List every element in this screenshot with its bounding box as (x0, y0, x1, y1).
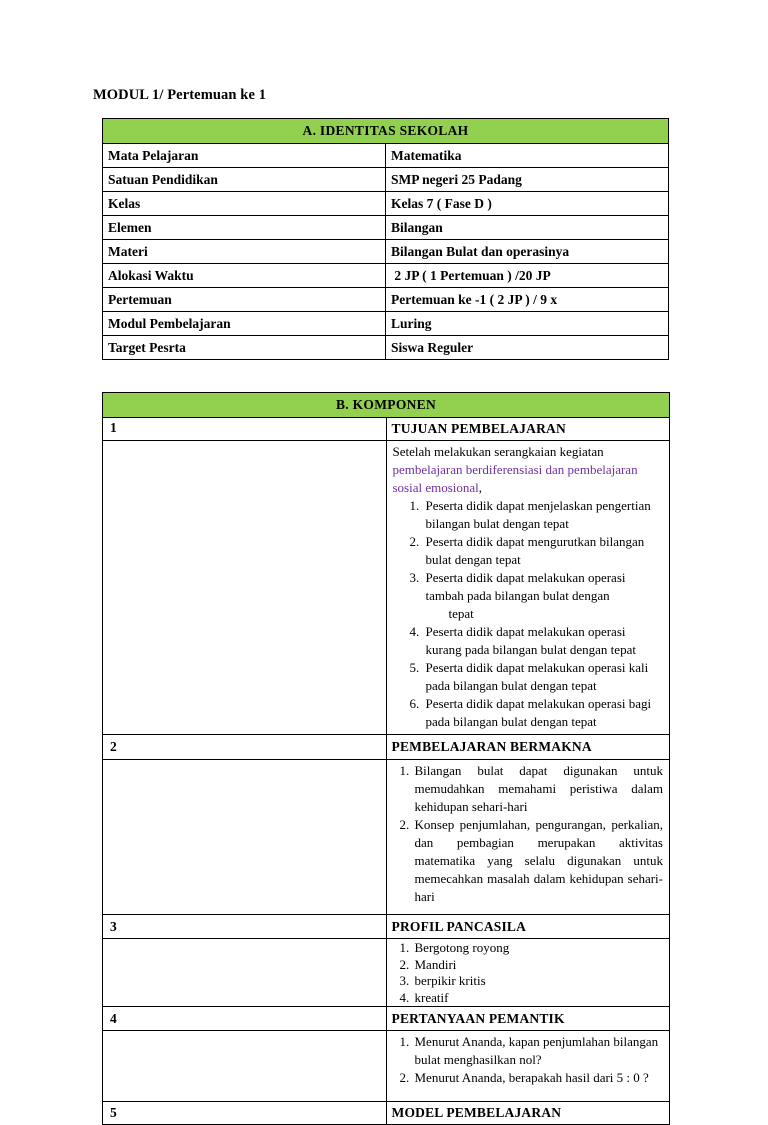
identitas-value: Bilangan Bulat dan operasinya (386, 240, 669, 264)
identitas-value: Kelas 7 ( Fase D ) (386, 192, 669, 216)
identitas-label: Elemen (103, 216, 386, 240)
identitas-label: Satuan Pendidikan (103, 168, 386, 192)
list-item: 1. Bergotong royong (413, 940, 664, 957)
list-item: 4. Peserta didik dapat melakukan operasi kurang pada bilangan bulat dengan tepat (423, 623, 664, 659)
section-title-row (103, 1007, 670, 1031)
list-item: 1. Peserta didik dapat menjelaskan pengertian bilangan bulat dengan tepat (423, 497, 664, 533)
identitas-row (103, 288, 669, 312)
section-title-row (103, 735, 670, 760)
identitas-row (103, 192, 669, 216)
identitas-value: Pertemuan ke -1 ( 2 JP ) / 9 x (386, 288, 669, 312)
section-title: TUJUAN PEMBELAJARAN (386, 418, 670, 441)
profil-list (393, 940, 664, 1006)
identitas-label: Mata Pelajaran (103, 144, 386, 168)
tujuan-intro: Setelah melakukan serangkaian kegiatan pembelajaran berdiferensiasi dan pembelajaran sosial emosional, (392, 444, 638, 495)
list-item: 2. Peserta didik dapat mengurutkan bilangan bulat dengan tepat (423, 533, 664, 569)
identitas-row (103, 312, 669, 336)
section-body-row (103, 939, 670, 1007)
list-item: 4. kreatif (413, 990, 664, 1007)
list-item: 6. Peserta didik dapat melakukan operasi bagi pada bilangan bulat dengan tepat (423, 695, 664, 731)
section-body-row (103, 760, 670, 915)
identitas-value: Bilangan (386, 216, 669, 240)
bermakna-body (386, 760, 670, 915)
section-number: 3 (103, 915, 387, 939)
identitas-value: SMP negeri 25 Padang (386, 168, 669, 192)
identitas-label: Alokasi Waktu (103, 264, 386, 288)
section-title-row (103, 915, 670, 939)
profil-body (386, 939, 670, 1007)
section-title: PROFIL PANCASILA (386, 915, 670, 939)
list-item: 1. Bilangan bulat dapat digunakan untuk memudahkan memahami peristiwa dalam kehidupan sehari-hari (413, 762, 664, 816)
identitas-row (103, 168, 669, 192)
list-item: 3. Peserta didik dapat melakukan operasi tambah pada bilangan bulat dengan tepat (423, 569, 664, 623)
section-number: 5 (103, 1102, 387, 1125)
bermakna-list (393, 762, 664, 906)
identitas-value: Siswa Reguler (386, 336, 669, 360)
tujuan-list (393, 497, 664, 731)
komponen-title: B. KOMPONEN (103, 393, 670, 418)
identitas-label: Pertemuan (103, 288, 386, 312)
list-item: 3. berpikir kritis (413, 973, 664, 990)
identitas-row (103, 240, 669, 264)
section-title: MODEL PEMBELAJARAN (386, 1102, 670, 1125)
komponen-header-row (103, 393, 670, 418)
identitas-title: A. IDENTITAS SEKOLAH (103, 119, 669, 144)
module-heading: MODUL 1/ Pertemuan ke 1 (93, 87, 267, 103)
list-item: 5. Peserta didik dapat melakukan operasi kali pada bilangan bulat dengan tepat (423, 659, 664, 695)
identitas-value: 2 JP ( 1 Pertemuan ) /20 JP (386, 264, 669, 288)
identitas-label: Kelas (103, 192, 386, 216)
identitas-label: Target Pesrta (103, 336, 386, 360)
pemantik-body (386, 1031, 670, 1102)
identitas-row (103, 216, 669, 240)
komponen-table (102, 392, 670, 1125)
identitas-label: Materi (103, 240, 386, 264)
identitas-header-row (103, 119, 669, 144)
identitas-label: Modul Pembelajaran (103, 312, 386, 336)
identitas-row (103, 336, 669, 360)
intro-highlight: pembelajaran berdiferensiasi dan pembelajaran sosial emosional (392, 462, 638, 495)
section-number: 2 (103, 735, 387, 760)
tujuan-body (386, 441, 670, 735)
section-title: PERTANYAAN PEMANTIK (386, 1007, 670, 1031)
section-body-row (103, 1031, 670, 1102)
section-number: 4 (103, 1007, 387, 1031)
list-item: 1. Menurut Ananda, kapan penjumlahan bilangan bulat menghasilkan nol? (413, 1033, 664, 1069)
section-title-row (103, 418, 670, 441)
identitas-row (103, 264, 669, 288)
section-title-row (103, 1102, 670, 1125)
section-number: 1 (103, 418, 387, 441)
list-item: 2. Menurut Ananda, berapakah hasil dari 5 : 0 ? (413, 1069, 664, 1087)
pemantik-list (393, 1033, 664, 1087)
section-body-row (103, 441, 670, 735)
identitas-row (103, 144, 669, 168)
section-title: PEMBELAJARAN BERMAKNA (386, 735, 670, 760)
identitas-value: Matematika (386, 144, 669, 168)
list-item: 2. Mandiri (413, 957, 664, 974)
identitas-sekolah-table (102, 118, 669, 360)
identitas-value: Luring (386, 312, 669, 336)
list-item: 2. Konsep penjumlahan, pengurangan, perkalian, dan pembagian merupakan aktivitas matematika yang selalu digunakan untuk memecahkan masalah dalam kehidupan sehari-hari (413, 816, 664, 906)
